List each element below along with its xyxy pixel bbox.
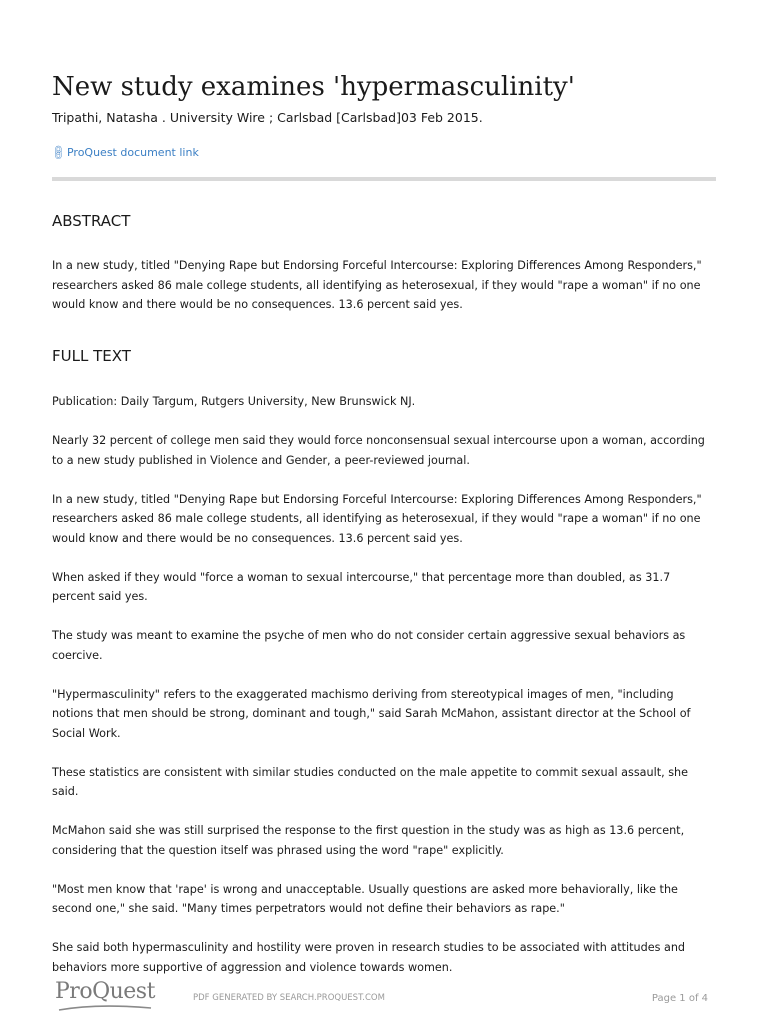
full-text-body [52,392,716,997]
full-text-paragraph: In a new study, titled "Denying Rape but Endorsing Forceful Intercourse: Exploring Differences Among Responders," researchers asked 86 male college students, all identifying as heterosexual, if they would "rape a woman" if no one would know and there would be no consequences. 13.6 percent said yes. [52,492,702,545]
proquest-document-link[interactable] [49,143,199,163]
proquest-logo [55,977,155,1007]
header-divider [52,177,716,181]
full-text-heading: FULL TEXT [52,347,131,365]
article-byline: Tripathi, Natasha . University Wire ; Carlsbad [Carlsbad]03 Feb 2015. [52,110,483,125]
abstract-heading: ABSTRACT [52,212,131,230]
link-icon: 🔗︎ [49,143,69,163]
full-text-paragraph: "Most men know that 'rape' is wrong and unacceptable. Usually questions are asked more behaviorally, like the second one," she said. "Many times perpetrators would not define their behaviors as rape." [52,882,678,915]
full-text-paragraph: She said both hypermasculinity and hostility were proven in research studies to be associated with attitudes and behaviors more supportive of aggression and violence towards women. [52,941,686,974]
page-footer [0,974,768,1024]
proquest-logo-text: ProQuest [55,979,155,1004]
pdf-generated-notice: PDF GENERATED BY SEARCH.PROQUEST.COM [193,993,385,1003]
proquest-document-link-label: ProQuest document link [66,146,199,159]
full-text-paragraph: These statistics are consistent with similar studies conducted on the male appetite to commit sexual assault, she said. [52,765,689,798]
full-text-paragraph: McMahon said she was still surprised the response to the first question in the study was as high as 13.6 percent, considering that the question itself was phrased using the word "rape" explicitly. [52,824,685,857]
article-title: New study examines 'hypermasculinity' [52,72,575,102]
full-text-paragraph: Nearly 32 percent of college men said they would force nonconsensual sexual intercourse upon a woman, according to a new study published in Violence and Gender, a peer-reviewed journal. [52,434,705,467]
logo-swoosh-icon [57,1004,153,1012]
abstract-text: In a new study, titled "Denying Rape but Endorsing Forceful Intercourse: Exploring Differences Among Responders," researchers asked 86 male college students, all identifying as heterosexual, if they would "rape a woman" if no one would know and there would be no consequences. 13.6 percent said yes. [52,259,702,311]
full-text-paragraph: When asked if they would "force a woman to sexual intercourse," that percentage more than doubled, as 31.7 percent said yes. [52,570,671,603]
full-text-paragraph: Publication: Daily Targum, Rutgers University, New Brunswick NJ. [52,395,416,408]
full-text-paragraph: "Hypermasculinity" refers to the exaggerated machismo deriving from stereotypical images of men, "including notions that men should be strong, dominant and tough," said Sarah McMahon, assistant director at the School of Social Work. [52,687,691,740]
page-number: Page 1 of 4 [651,993,708,1004]
full-text-paragraph: The study was meant to examine the psyche of men who do not consider certain aggressive sexual behaviors as coercive. [52,629,686,662]
